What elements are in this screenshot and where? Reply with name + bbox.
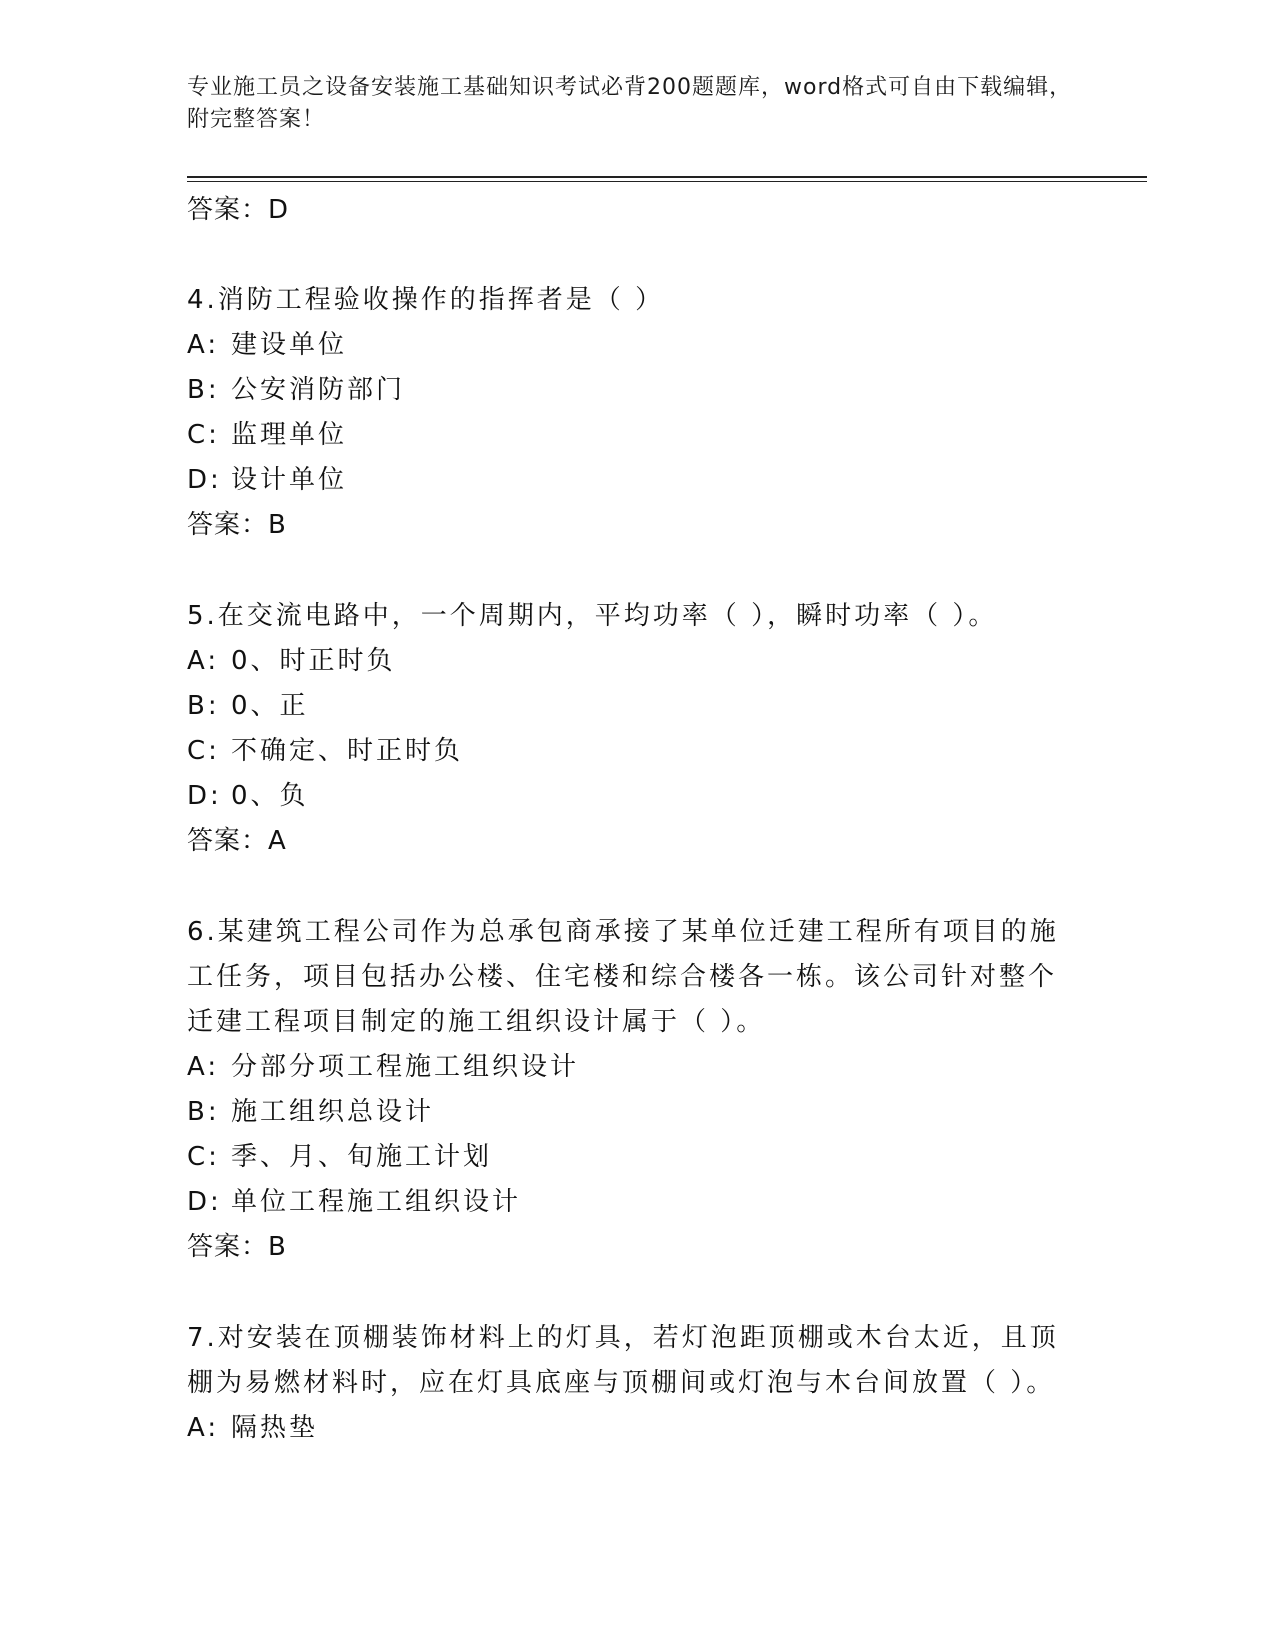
option-letter: D: bbox=[187, 1187, 222, 1217]
option-text: 监理单位 bbox=[231, 420, 348, 450]
answer-line: 答案：B bbox=[187, 1232, 287, 1262]
option-c bbox=[187, 413, 1067, 458]
option-a bbox=[187, 639, 1067, 684]
option-text: 建设单位 bbox=[231, 330, 348, 360]
option-letter: D: bbox=[187, 781, 222, 811]
option-d bbox=[187, 458, 1067, 503]
option-text: 设计单位 bbox=[231, 465, 348, 495]
question-item bbox=[187, 910, 1067, 1270]
option-text: 施工组织总设计 bbox=[231, 1097, 435, 1127]
option-text: 不确定、时正时负 bbox=[231, 736, 464, 766]
option-text: 0、时正时负 bbox=[231, 646, 396, 676]
option-b bbox=[187, 684, 1067, 729]
option-letter: B: bbox=[187, 1097, 220, 1127]
header-divider-thin bbox=[187, 181, 1147, 182]
option-text: 公安消防部门 bbox=[231, 375, 406, 405]
option-a bbox=[187, 323, 1067, 368]
question-stem: 6.某建筑工程公司作为总承包商承接了某单位迁建工程所有项目的施工任务，项目包括办公楼、住宅楼和综合楼各一栋。该公司针对整个迁建工程项目制定的施工组织设计属于（ ）。 bbox=[187, 917, 1059, 1037]
answer-line: 答案：A bbox=[187, 826, 287, 856]
option-letter: B: bbox=[187, 375, 220, 405]
option-text: 分部分项工程施工组织设计 bbox=[231, 1052, 580, 1082]
document-header: 专业施工员之设备安装施工基础知识考试必背200题题库，word格式可自由下载编辑，附完整答案！ bbox=[187, 75, 1073, 132]
option-a bbox=[187, 1406, 1067, 1451]
answer-line: 答案：D bbox=[187, 195, 290, 225]
option-letter: A: bbox=[187, 330, 220, 360]
option-text: 0、负 bbox=[231, 781, 309, 811]
option-letter: A: bbox=[187, 1413, 220, 1443]
question-item bbox=[187, 594, 1067, 864]
option-b bbox=[187, 1090, 1067, 1135]
option-letter: C: bbox=[187, 420, 220, 450]
question-stem: 4.消防工程验收操作的指挥者是（ ） bbox=[187, 285, 665, 315]
option-letter: B: bbox=[187, 691, 220, 721]
option-d bbox=[187, 774, 1067, 819]
question-stem: 7.对安装在顶棚装饰材料上的灯具，若灯泡距顶棚或木台太近，且顶棚为易燃材料时，应在灯具底座与顶棚间或灯泡与木台间放置（ ）。 bbox=[187, 1323, 1059, 1398]
question-stem: 5.在交流电路中，一个周期内，平均功率（ ），瞬时功率（ ）。 bbox=[187, 601, 998, 631]
option-text: 单位工程施工组织设计 bbox=[231, 1187, 522, 1217]
option-d bbox=[187, 1180, 1067, 1225]
option-letter: C: bbox=[187, 1142, 220, 1172]
question-item bbox=[187, 1316, 1067, 1451]
option-c bbox=[187, 729, 1067, 774]
question-content bbox=[187, 188, 1067, 1451]
question-item bbox=[187, 278, 1067, 548]
option-letter: C: bbox=[187, 736, 220, 766]
option-a bbox=[187, 1045, 1067, 1090]
header-divider-thick bbox=[187, 176, 1147, 178]
option-text: 隔热垫 bbox=[231, 1413, 319, 1443]
option-letter: A: bbox=[187, 646, 220, 676]
option-text: 季、月、旬施工计划 bbox=[231, 1142, 493, 1172]
option-letter: D: bbox=[187, 465, 222, 495]
answer-line: 答案：B bbox=[187, 510, 287, 540]
option-text: 0、正 bbox=[231, 691, 309, 721]
option-letter: A: bbox=[187, 1052, 220, 1082]
option-c bbox=[187, 1135, 1067, 1180]
option-b bbox=[187, 368, 1067, 413]
